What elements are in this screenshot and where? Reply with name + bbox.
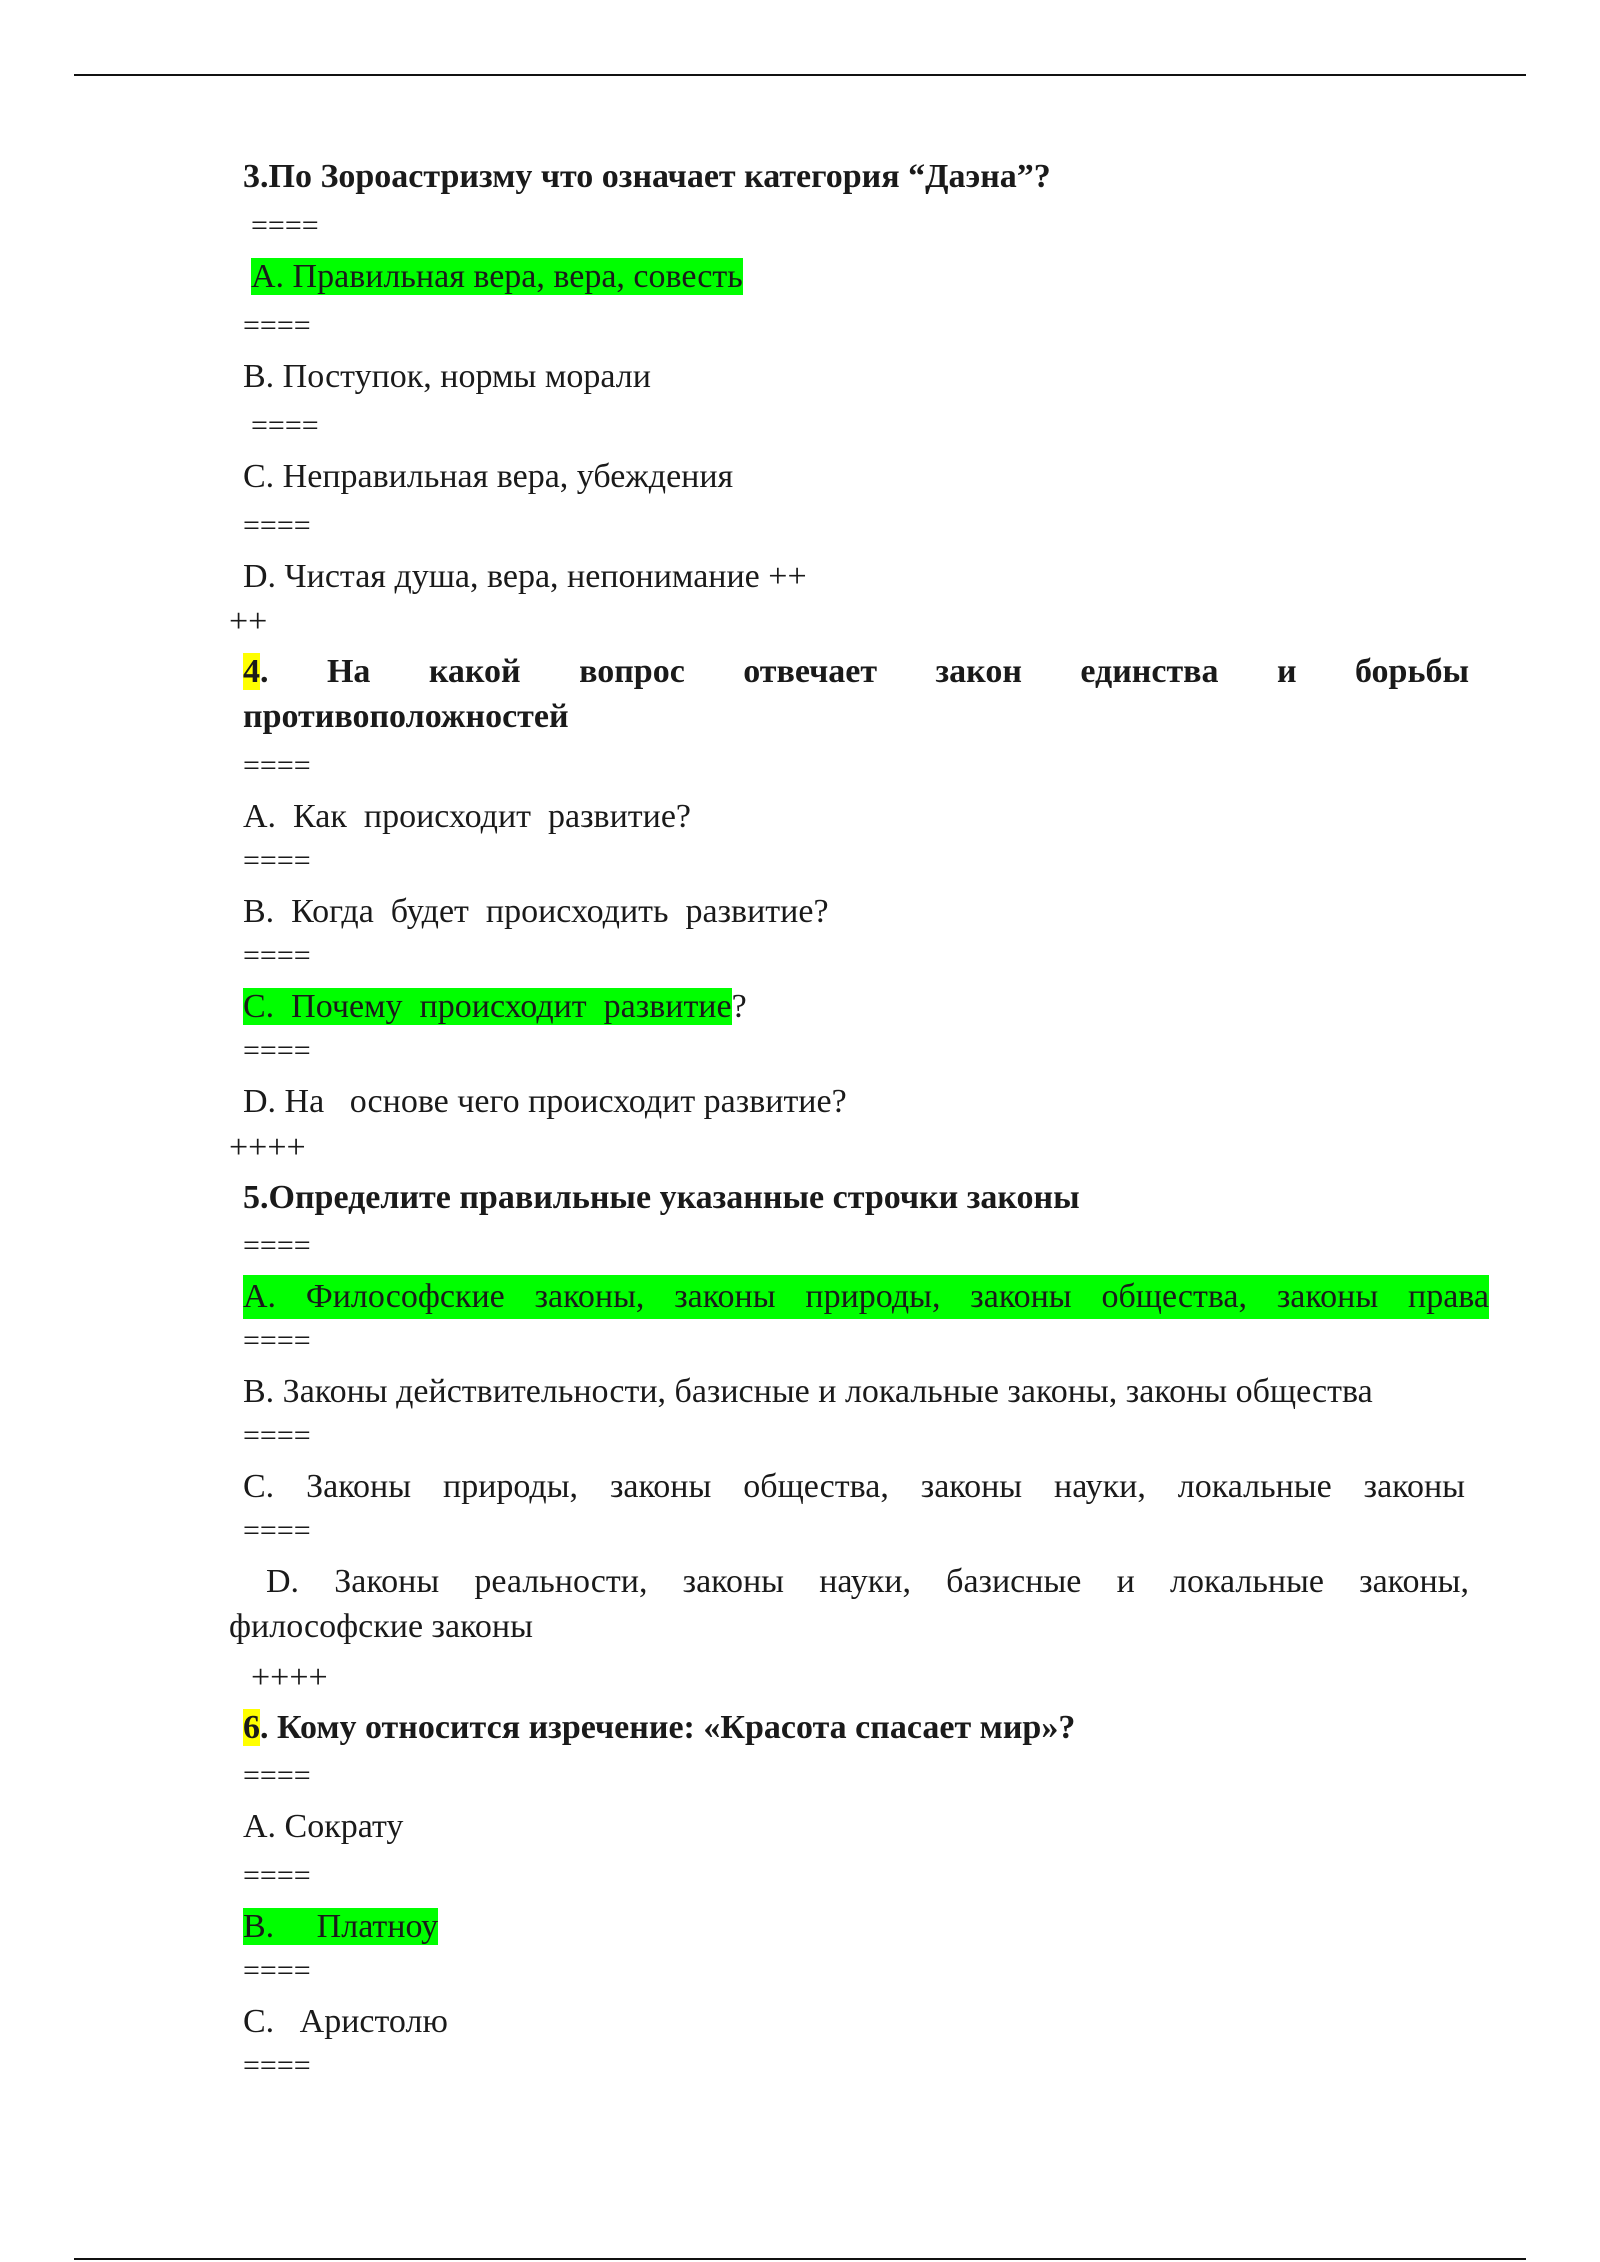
question-4-option-a: А. Как происходит развитие?	[243, 798, 692, 835]
question-3-title: 3.По Зороастризму что означает категория “Даэна”?	[243, 158, 1051, 195]
separator: ====	[243, 309, 311, 342]
question-number-highlight: 4	[243, 653, 260, 690]
separator: ====	[243, 1229, 311, 1262]
separator: ====	[243, 1514, 311, 1547]
separator: ====	[243, 1954, 311, 1987]
separator: ====	[243, 749, 311, 782]
separator: ====	[243, 939, 311, 972]
question-6-option-a: А. Сократу	[243, 1808, 404, 1845]
question-5-option-c: С. Законы природы, законы общества, законы науки, локальные законы	[243, 1468, 1465, 1505]
question-4-title-cont: противоположностей	[243, 698, 569, 735]
separator: ====	[243, 844, 311, 877]
separator: ====	[243, 1859, 311, 1892]
question-3-option-b: В. Поступок, нормы морали	[243, 358, 651, 395]
question-3-option-c: С. Неправильная вера, убеждения	[243, 458, 734, 495]
answer-highlight: С. Почему происходит развитие	[243, 988, 732, 1025]
question-4-option-d: D. На основе чего происходит развитие?	[243, 1083, 847, 1120]
separator: ====	[243, 1034, 311, 1067]
question-4-option-b: В. Когда будет происходить развитие?	[243, 893, 829, 930]
answer-highlight: А. Философские законы, законы природы, законы общества, законы права	[243, 1275, 1489, 1319]
footer-rule	[74, 2258, 1526, 2260]
question-4-option-c: С. Почему происходит развитие?	[243, 988, 747, 1025]
question-5-option-d: D. Законы реальности, законы науки, базисные и локальные законы,	[266, 1563, 1469, 1600]
separator: ====	[243, 1324, 311, 1357]
separator: ====	[243, 509, 311, 542]
question-end-marker: ++++	[229, 1129, 306, 1166]
separator: ====	[243, 1759, 311, 1792]
question-6-option-c: С. Аристолю	[243, 2003, 448, 2040]
question-6-option-b	[243, 1905, 438, 1949]
question-5-title: 5.Определите правильные указанные строчки законы	[243, 1179, 1080, 1216]
question-end-marker: ++	[229, 603, 268, 640]
answer-highlight: В. Платноу	[243, 1908, 439, 1945]
separator: ====	[251, 209, 319, 242]
question-number-highlight: 6	[243, 1709, 260, 1746]
question-5-option-b: В. Законы действительности, базисные и локальные законы, законы общества	[243, 1373, 1373, 1410]
question-3-option-d: D. Чистая душа, вера, непонимание ++	[243, 558, 807, 595]
question-4-title: 4. На какой вопрос отвечает закон единства и борьбы	[243, 653, 1469, 690]
question-end-marker: ++++	[251, 1659, 328, 1696]
question-5-option-a	[243, 1275, 1489, 1319]
question-6-title: 6. Кому относится изречение: «Красота спасает мир»?	[243, 1709, 1076, 1746]
answer-highlight: А. Правильная вера, вера, совесть	[251, 258, 743, 295]
question-3-option-a	[251, 255, 743, 299]
question-5-option-d-cont: философские законы	[229, 1608, 533, 1645]
separator: ====	[243, 2049, 311, 2082]
separator: ====	[251, 409, 319, 442]
separator: ====	[243, 1419, 311, 1452]
